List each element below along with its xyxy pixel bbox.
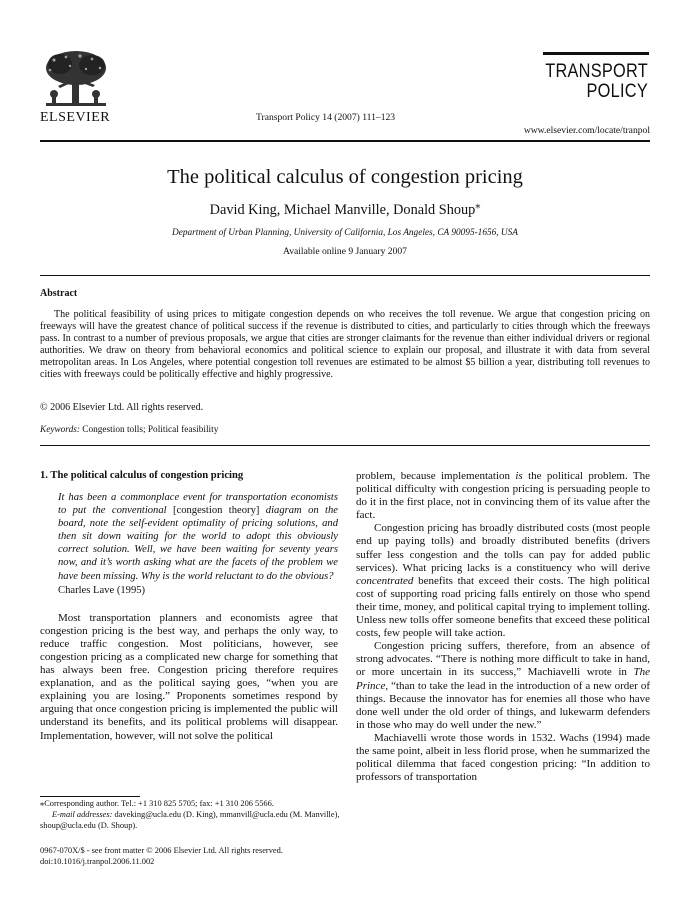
- author-affiliation: Department of Urban Planning, University of California, Los Angeles, CA 90095-1656, USA: [172, 228, 518, 238]
- left-column: [40, 470, 338, 743]
- author-names: David King, Michael Manville, Donald Shoup: [209, 201, 476, 218]
- paragraph-text: problem, because implementation: [356, 470, 516, 482]
- quote-bracket: [congestion theory]: [172, 505, 260, 517]
- abstract-bottom-divider: [40, 445, 650, 446]
- body-paragraph: [356, 470, 650, 522]
- journal-title-line2: POLICY: [586, 81, 648, 102]
- article-authors: [40, 200, 650, 219]
- emphasis-text: The Prince: [356, 666, 650, 692]
- article-title: The political calculus of congestion pricing: [167, 166, 523, 188]
- journal-reference: Transport Policy 14 (2007) 111–123: [256, 112, 396, 123]
- corresponding-author-note: ⁎Corresponding author. Tel.: +1 310 825 5705; fax: +1 310 206 5566.: [40, 799, 274, 808]
- abstract-heading: Abstract: [40, 288, 78, 299]
- email-label: E-mail addresses:: [52, 810, 113, 819]
- email-list[interactable]: daveking@ucla.edu (D. King), mmanvill@ucla.edu (M. Manville), shoup@ucla.edu (D. Shoup).: [40, 810, 340, 830]
- available-online-date: Available online 9 January 2007: [283, 246, 407, 257]
- keywords-label: Keywords:: [40, 425, 80, 435]
- journal-title: [538, 62, 648, 102]
- doi-link[interactable]: doi:10.1016/j.tranpol.2006.11.002: [40, 856, 155, 866]
- issn-line: 0967-070X/$ - see front matter © 2006 Elsevier Ltd. All rights reserved.: [40, 846, 283, 855]
- abstract-top-divider: [40, 275, 650, 276]
- abstract-body: The political feasibility of using prices to mitigate congestion depends on who receives the toll revenue. We argue that congestion pricing on freeways will have the greatest chance of political success if the revenue is distributed to cities, and particularly to cities through which the freeways pass. In contrast to a number of previous proposals, we argue that cities are stronger claimants for the revenue than either individual drivers or regional authorities. We draw on theory from behavioral economics and political science to explain our proposal, and illustrate it with data from several metropolitan areas. In Los Angeles, where potential congestion toll revenues are estimated to be almost $5 billion a year, distributing toll revenues to cities with freeways could be politically effective and highly progressive.: [40, 309, 650, 381]
- front-matter: [40, 846, 283, 867]
- header-divider: [40, 140, 650, 142]
- epigraph-quote: [58, 491, 338, 583]
- publisher-name: ELSEVIER: [40, 110, 111, 125]
- footnote-divider: [40, 796, 140, 797]
- paragraph-text: the political problem. The political difficulty with congestion pricing is persuading people to do it in the first place, not in convincing them of its value after the fact.: [356, 470, 650, 522]
- body-paragraph: Machiavelli wrote those words in 1532. Wachs (1994) made the same point, albeit in less florid prose, when he summarized the political dilemma that faced congestion pricing: “In addition to professors of transportation: [356, 731, 650, 784]
- body-paragraph: Most transportation planners and economists agree that congestion pricing is the best way, and perhaps the only way, to reduce traffic congestion. Most politicians, however, see congestion pricing as a complicated new charge for something that has always been free. Congestion pricing therefore requires explanation, and as the political saying goes, “when you are explaining you are losing.” Proponents sometimes respond by arguing that once congestion pricing is implemented the public will understand its benefits, and its political problems will disappear. Implementation, however, will not solve the political: [40, 611, 338, 742]
- body-paragraph: [356, 640, 650, 732]
- epigraph-source[interactable]: Charles Lave (1995): [58, 584, 146, 596]
- paragraph-text: Congestion pricing has broadly distributed costs (most people end up paying tolls) and broadly distributed benefits (drivers suffer less congestion and the tolls can pay for added public services). What pricing lacks is a constituency who will derive: [356, 522, 650, 574]
- journal-title-rule: [543, 52, 649, 55]
- emphasis-text: concentrated: [356, 574, 414, 587]
- keywords-list: Congestion tolls; Political feasibility: [82, 425, 219, 435]
- emphasis-text: is: [515, 470, 523, 482]
- journal-title-line1: TRANSPORT: [545, 61, 648, 82]
- paragraph-text: Congestion pricing suffers, therefore, from an absence of strong advocates. “There is nothing more difficult to take in hand, or more uncertain in its success,” Machiavelli wrote in: [356, 640, 650, 679]
- keywords: [40, 425, 218, 435]
- quote-part-c: diagram on the board, note the self-evident optimality of pricing solutions, and then sit down waiting for the world to adopt this obviously correct solution. Well, we have been waiting for seventy years now, and it’s worth asking what are the facets of the problem we have been missing. Why is the world reluctant to do the obvious?: [58, 505, 338, 582]
- footnote: [40, 798, 340, 831]
- abstract-copyright: © 2006 Elsevier Ltd. All rights reserved.: [40, 402, 204, 413]
- corresponding-author-mark[interactable]: ⁎: [475, 200, 481, 211]
- right-column: [356, 470, 650, 784]
- section-heading: 1. The political calculus of congestion pricing: [40, 470, 244, 481]
- journal-url-link[interactable]: www.elsevier.com/locate/tranpol: [523, 125, 650, 136]
- paragraph-text: benefits that exceed their costs. The high political cost of supporting road pricing falls entirely on those who spend their time, money, and political capital trying to implement tolling. Unless new tolls offer someone benefits that exceed these political costs, few people will take action.: [356, 574, 650, 640]
- quote-part-a: It has been a commonplace event for transportation economists to put the conventional: [58, 492, 338, 517]
- email-note: [40, 809, 340, 831]
- paragraph-text: , “than to take the lead in the introduction of a new order of things. Because the innovator has for enemies all those who have done well under the old order of things, and lukewarm defenders in those who may do well under the new.”: [356, 679, 650, 731]
- body-paragraph: [356, 522, 650, 640]
